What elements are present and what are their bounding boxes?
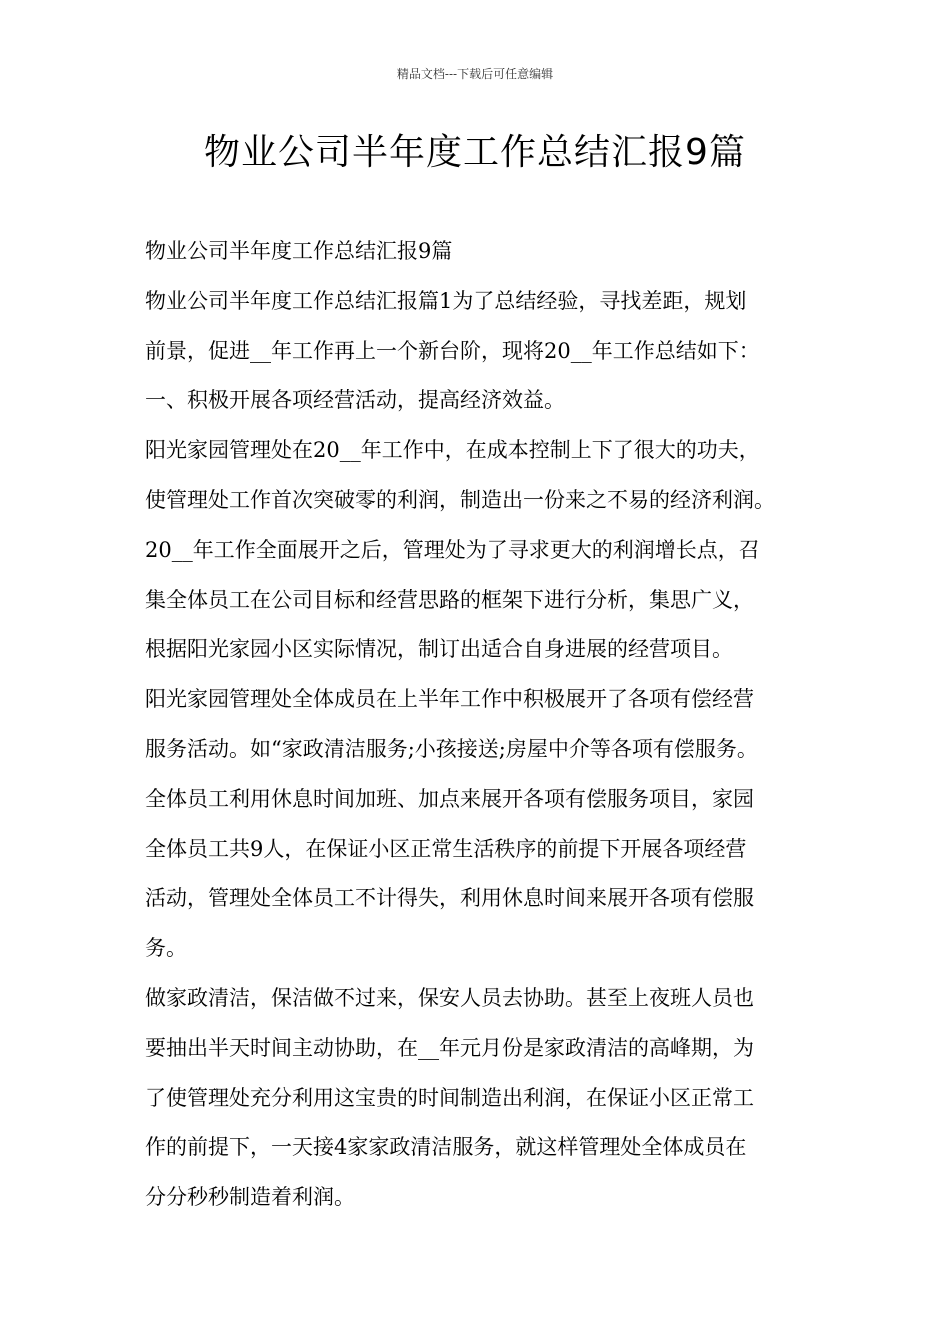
body-line: 使管理处工作首次突破零的利润，制造出一份来之不易的经济利润。 (145, 487, 775, 512)
body-line: 物业公司半年度工作总结汇报篇1为了总结经验，寻找差距，规划 (145, 288, 747, 313)
body-line: 物业公司半年度工作总结汇报9篇 (145, 239, 453, 263)
body-line: 做家政清洁，保洁做不过来，保安人员去协助。甚至上夜班人员也 (145, 985, 754, 1010)
document-body (145, 231, 810, 1227)
body-line: 20__年工作全面展开之后，管理处为了寻求更大的利润增长点，召 (145, 537, 760, 562)
document-title: 物业公司半年度工作总结汇报9篇 (204, 132, 746, 173)
body-line: 阳光家园管理处全体成员在上半年工作中积极展开了各项有偿经营 (145, 687, 754, 712)
body-line: 要抽出半天时间主动协助，在__年元月份是家政清洁的高峰期，为 (145, 1035, 754, 1060)
body-line: 集全体员工在公司目标和经营思路的框架下进行分析，集思广义， (145, 587, 754, 612)
body-line: 服务活动。如“家政清洁服务;小孩接送;房屋中介等各项有偿服务。 (145, 736, 758, 761)
body-line: 根据阳光家园小区实际情况，制订出适合自身进展的经营项目。 (145, 637, 733, 662)
body-line: 全体员工共9人，在保证小区正常生活秩序的前提下开展各项经营 (145, 836, 747, 861)
body-line: 分分秒秒制造着利润。 (145, 1185, 355, 1210)
body-line: 全体员工利用休息时间加班、加点来展开各项有偿服务项目，家园 (145, 786, 754, 811)
header-note: 精品文档---下载后可任意编辑 (396, 67, 554, 81)
body-line: 阳光家园管理处在20__年工作中，在成本控制上下了很大的功夫， (145, 438, 760, 463)
body-line: 务。 (145, 936, 187, 961)
body-line: 作的前提下，一天接4家家政清洁服务，就这样管理处全体成员在 (145, 1135, 747, 1160)
body-line: 一、积极开展各项经营活动，提高经济效益。 (145, 388, 565, 413)
body-line: 前景，促进__年工作再上一个新台阶，现将20__年工作总结如下： (145, 338, 760, 363)
body-line: 了使管理处充分利用这宝贵的时间制造出利润，在保证小区正常工 (145, 1085, 754, 1110)
body-line: 活动，管理处全体员工不计得失，利用休息时间来展开各项有偿服 (145, 886, 754, 911)
